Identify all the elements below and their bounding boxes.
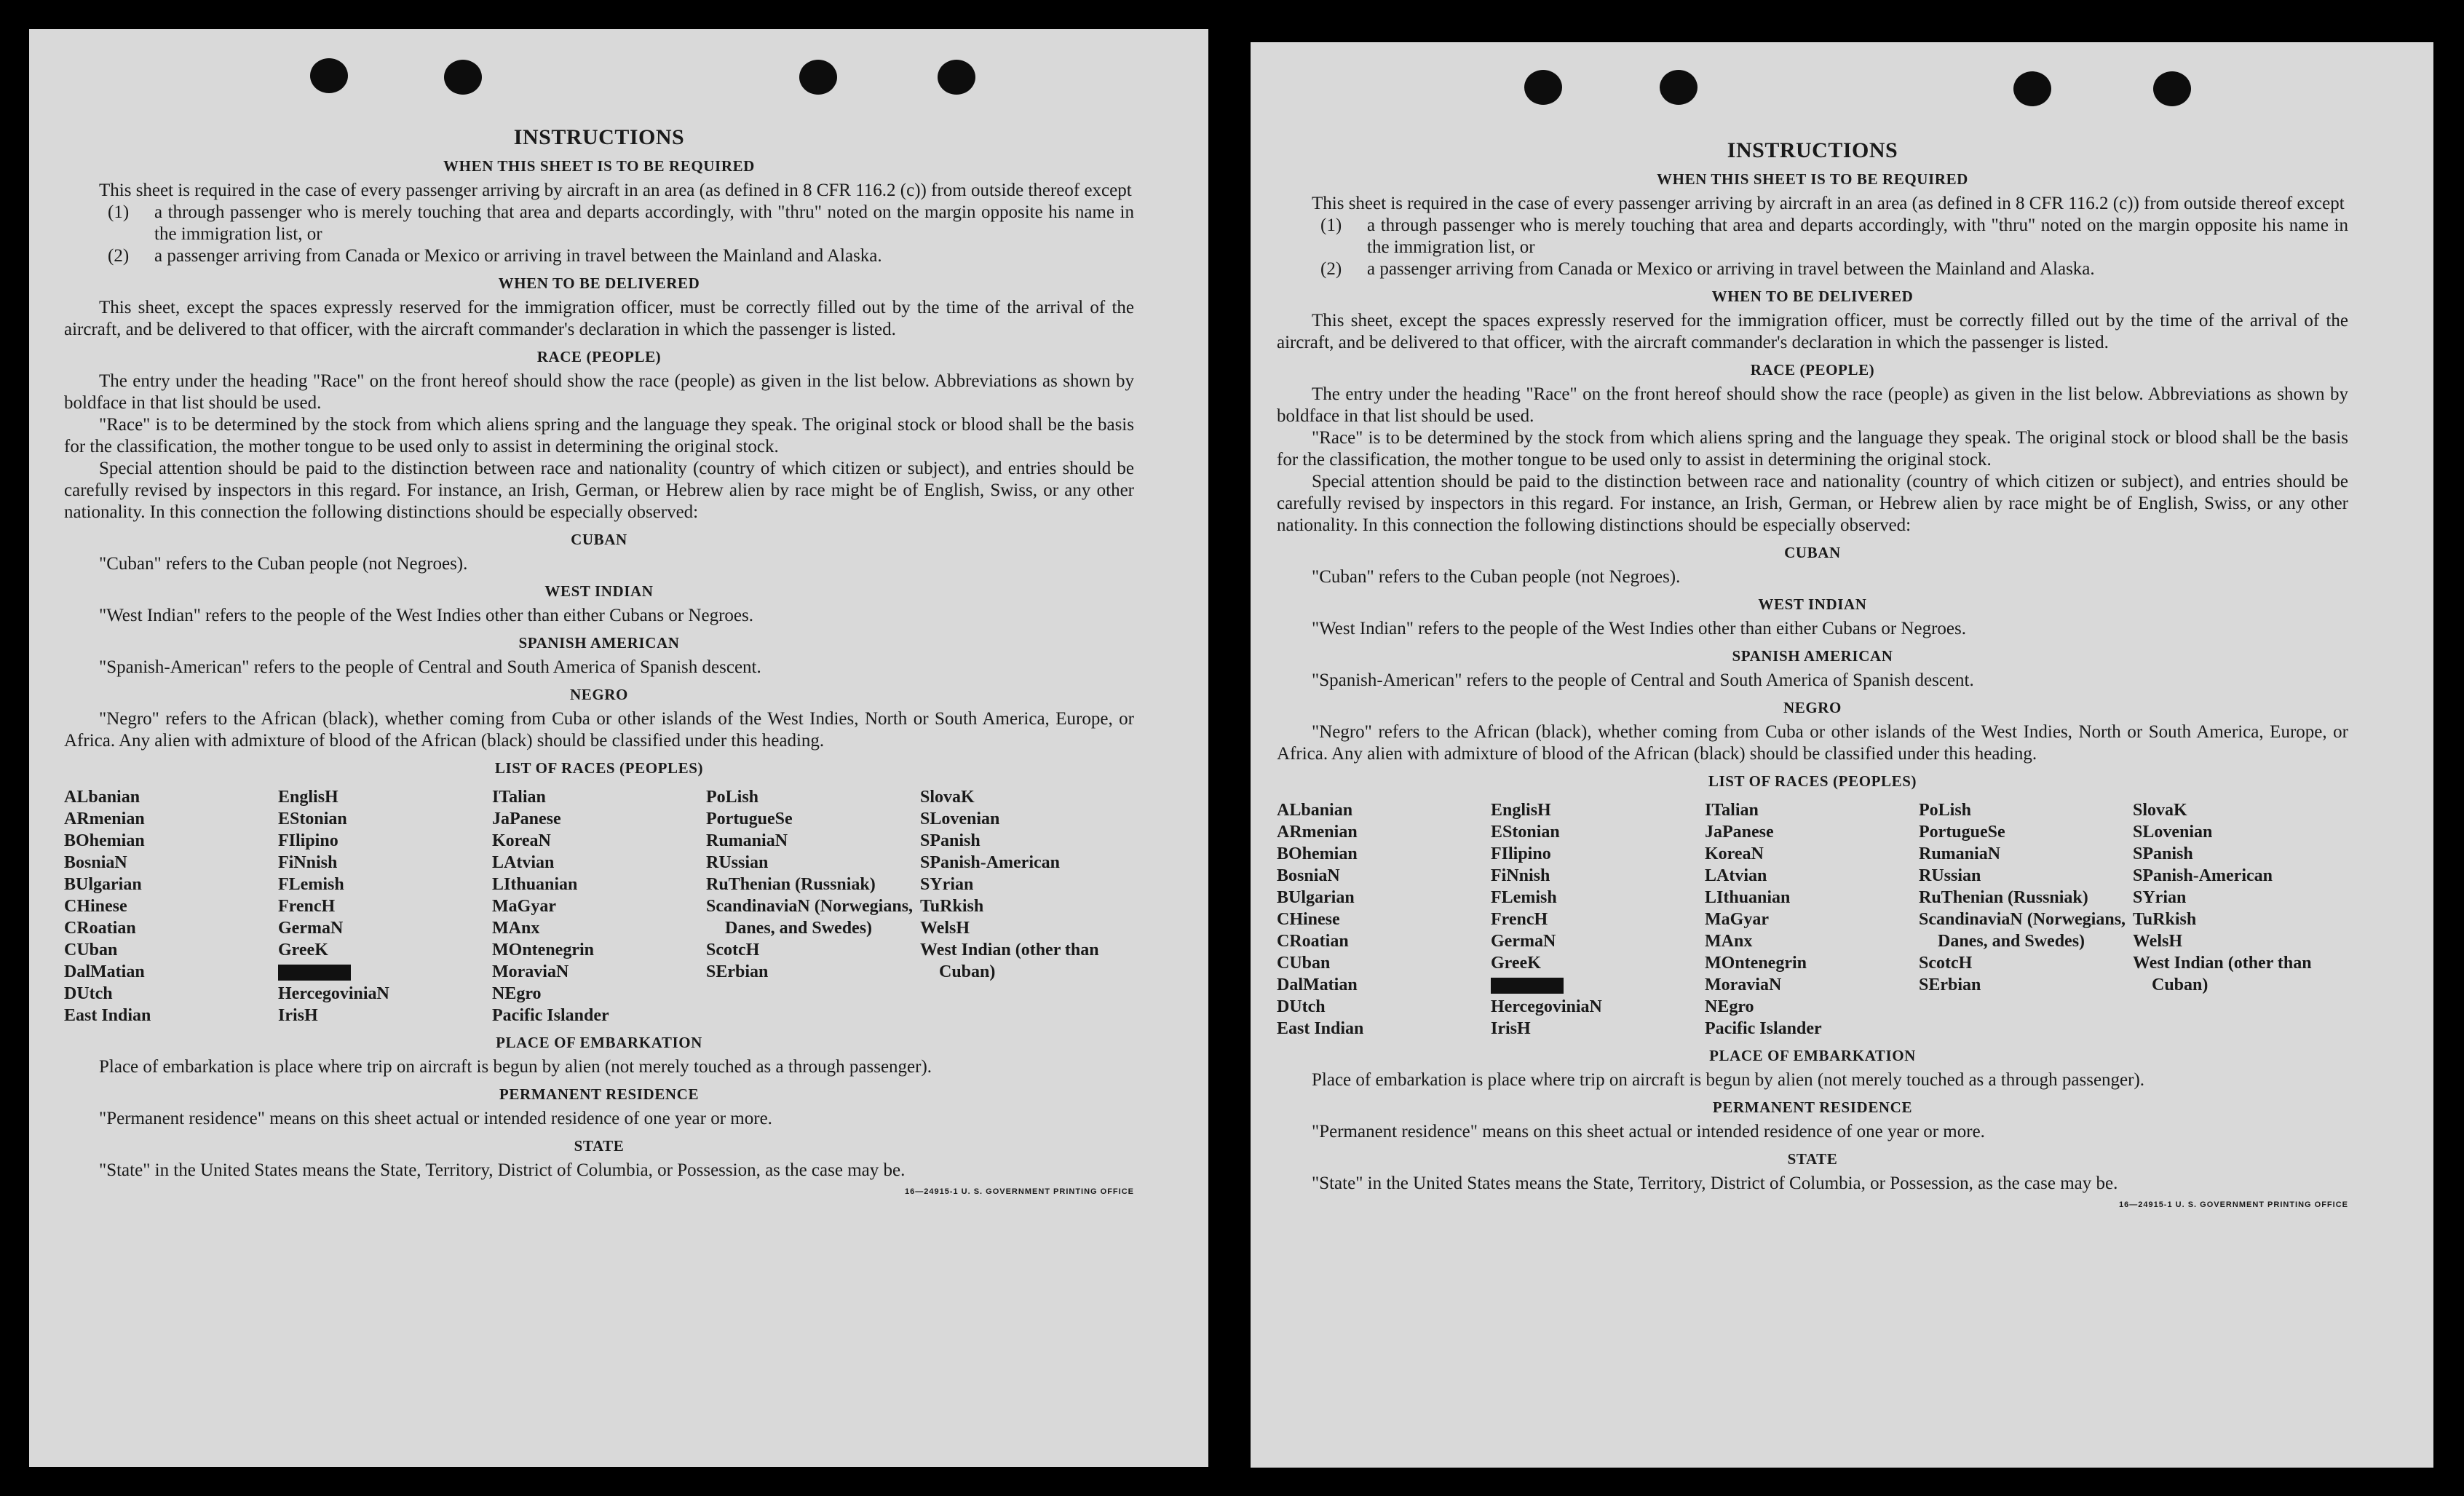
race-item: SYrian	[2133, 888, 2187, 907]
race-item: BOhemian	[1277, 844, 1358, 863]
heading-race: RACE (PEOPLE)	[536, 348, 662, 365]
race-item: LAtvian	[492, 853, 555, 872]
paragraph-race-1: The entry under the heading "Race" on the front hereof should show the race (people) as given in the list below. Abbreviations as shown by boldface in that list should be used.	[64, 371, 1134, 413]
punch-hole	[2013, 71, 2051, 106]
race-item: TuRkish	[920, 897, 984, 916]
print-code: 16—24915-1 U. S. GOVERNMENT PRINTING OFFICE	[904, 1187, 1134, 1196]
race-item: MoraviaN	[492, 962, 569, 981]
paragraph-race-3: Special attention should be paid to the distinction between race and nationality (country of which citizen or subject), and entries should be carefully revised by inspectors in this regard. For instance, an Irish, German, or Hebrew alien by race might be of English, Swiss, or any other nationality. In this connection the following distinctions should be especially observed:	[64, 459, 1134, 522]
race-item: SErbian	[1919, 975, 1981, 994]
races-column-5	[920, 786, 1134, 1026]
race-item: FLemish	[278, 875, 344, 894]
race-item: WelsH	[920, 919, 970, 938]
heading-required: WHEN THIS SHEET IS TO BE REQUIRED	[443, 157, 755, 175]
paragraph-embarkation: Place of embarkation is place where trip on aircraft is begun by alien (not merely touched as a through passenger).	[1312, 1070, 2145, 1090]
race-item: DUtch	[64, 984, 113, 1003]
race-item: MaGyar	[1705, 910, 1769, 929]
race-item: SlovaK	[920, 788, 975, 807]
race-item: KoreaN	[492, 831, 551, 850]
race-item: MAnx	[1705, 932, 1753, 951]
race-item: GermaN	[278, 919, 344, 938]
heading-cuban: CUBAN	[571, 531, 627, 548]
race-item: JaPanese	[1705, 823, 1774, 842]
paragraph-required: This sheet is required in the case of every passenger arriving by aircraft in an area (as defined in 8 CFR 116.2 (c)) from outside thereof except	[99, 181, 1132, 200]
race-item: PoLish	[1919, 801, 1972, 820]
instructions-content	[1277, 138, 2348, 1209]
race-item: ScandinaviaN (Norwegians, Danes, and Swedes)	[706, 897, 914, 938]
race-item: FiNnish	[1491, 866, 1550, 885]
punch-hole	[938, 60, 975, 95]
race-item: EnglisH	[278, 788, 338, 807]
heading-spanish-american: SPANISH AMERICAN	[518, 634, 680, 652]
race-item: ARmenian	[64, 810, 145, 828]
race-item: JaPanese	[492, 810, 561, 828]
race-item: FiNnish	[278, 853, 338, 872]
race-item: GreeK	[1491, 954, 1541, 973]
document-page-right	[1251, 42, 2433, 1468]
race-item: RumaniaN	[706, 831, 788, 850]
race-item: GreeK	[278, 941, 328, 959]
races-column-4	[1919, 799, 2133, 1040]
paragraph-embarkation: Place of embarkation is place where trip on aircraft is begun by alien (not merely touched as a through passenger).	[99, 1057, 932, 1077]
race-item: MAnx	[492, 919, 540, 938]
races-column-2	[278, 786, 492, 1026]
heading-list-of-races: LIST OF RACES (PEOPLES)	[494, 759, 704, 777]
exception-item-2: (2) a passenger arriving from Canada or Mexico or arriving in travel between the Mainland and Alaska.	[1320, 259, 2095, 279]
punch-hole	[1660, 70, 1698, 105]
race-item: LIthuanian	[492, 875, 578, 894]
race-item: RUssian	[1919, 866, 1981, 885]
race-item: ScandinaviaN (Norwegians, Danes, and Swedes)	[1919, 910, 2126, 951]
race-item: BUlgarian	[64, 875, 142, 894]
race-item: East Indian	[64, 1006, 151, 1025]
race-item: BosniaN	[64, 853, 127, 872]
race-item: ITalian	[492, 788, 546, 807]
race-item: MOntenegrin	[492, 941, 594, 959]
heading-embarkation: PLACE OF EMBARKATION	[496, 1034, 702, 1051]
punch-hole	[799, 60, 837, 95]
race-item: EStonian	[278, 810, 347, 828]
punch-hole	[2153, 71, 2191, 106]
heading-permanent-residence: PERMANENT RESIDENCE	[1712, 1099, 1913, 1116]
race-item: RumaniaN	[1919, 844, 2001, 863]
punch-hole	[310, 58, 348, 93]
heading-cuban: CUBAN	[1784, 544, 1841, 561]
races-column-4	[706, 786, 920, 1026]
race-item: ARmenian	[1277, 823, 1358, 842]
race-item: ScotcH	[706, 941, 760, 959]
paragraph-spanish-american: "Spanish-American" refers to the people of Central and South America of Spanish descent.	[1312, 670, 1974, 690]
race-item: TuRkish	[2133, 910, 2197, 929]
race-item: FLemish	[1491, 888, 1557, 907]
races-list	[64, 786, 1134, 1026]
heading-permanent-residence: PERMANENT RESIDENCE	[499, 1085, 700, 1103]
heading-negro: NEGRO	[1783, 699, 1842, 716]
race-item: BOhemian	[64, 831, 145, 850]
race-item: ScotcH	[1919, 954, 1973, 973]
races-column-5	[2133, 799, 2347, 1040]
race-item: CRoatian	[1277, 932, 1349, 951]
race-item: DalMatian	[1277, 975, 1358, 994]
race-item: FIlipino	[1491, 844, 1551, 863]
heading-west-indian: WEST INDIAN	[544, 582, 654, 600]
race-item: LAtvian	[1705, 866, 1767, 885]
paragraph-required: This sheet is required in the case of every passenger arriving by aircraft in an area (as defined in 8 CFR 116.2 (c)) from outside thereof except	[1312, 194, 2345, 213]
race-item: LIthuanian	[1705, 888, 1791, 907]
race-item: IrisH	[1491, 1019, 1531, 1038]
race-item: SLovenian	[920, 810, 1000, 828]
paragraph-state: "State" in the United States means the State, Territory, District of Columbia, or Possession, as the case may be.	[1312, 1174, 2118, 1193]
race-item: RuThenian (Russniak)	[706, 875, 876, 894]
paragraph-race-2: "Race" is to be determined by the stock from which aliens spring and the language they speak. The original stock or blood shall be the basis for the classification, the mother tongue to be used only to assist in determining the original stock.	[64, 415, 1134, 456]
race-item: RuThenian (Russniak)	[1919, 888, 2088, 907]
race-item: ALbanian	[1277, 801, 1353, 820]
heading-required: WHEN THIS SHEET IS TO BE REQUIRED	[1657, 170, 1968, 188]
race-item: NEgro	[1705, 997, 1754, 1016]
race-item: ITalian	[1705, 801, 1759, 820]
race-item: HercegoviniaN	[1491, 997, 1602, 1016]
paragraph-race-1: The entry under the heading "Race" on the front hereof should show the race (people) as given in the list below. Abbreviations as shown by boldface in that list should be used.	[1277, 384, 2348, 426]
race-item: BUlgarian	[1277, 888, 1355, 907]
race-item: GermaN	[1491, 932, 1556, 951]
exception-item-2: (2) a passenger arriving from Canada or Mexico or arriving in travel between the Mainland and Alaska.	[108, 246, 882, 266]
heading-list-of-races: LIST OF RACES (PEOPLES)	[1708, 772, 1917, 790]
page-title: INSTRUCTIONS	[1727, 138, 1898, 162]
document-page-left	[29, 29, 1208, 1467]
race-item: SlovaK	[2133, 801, 2187, 820]
race-item: RUssian	[706, 853, 769, 872]
race-item: NEgro	[492, 984, 542, 1003]
race-item: IrisH	[278, 1006, 318, 1025]
paragraph-state: "State" in the United States means the State, Territory, District of Columbia, or Possession, as the case may be.	[99, 1160, 906, 1180]
race-item: FrencH	[1491, 910, 1548, 929]
race-item: SErbian	[706, 962, 769, 981]
race-item: SYrian	[920, 875, 974, 894]
race-item: PortugueSe	[706, 810, 793, 828]
race-item: KoreaN	[1705, 844, 1764, 863]
races-column-1	[1277, 799, 1491, 1040]
race-item: West Indian (other than Cuban)	[2133, 954, 2312, 994]
paragraph-delivered: This sheet, except the spaces expressly reserved for the immigration officer, must be correctly filled out by the time of the arrival of the aircraft, and be delivered to that officer, with the aircraft commander's declaration in which the passenger is listed.	[1277, 311, 2348, 352]
race-item: PoLish	[706, 788, 759, 807]
heading-spanish-american: SPANISH AMERICAN	[1732, 647, 1893, 665]
exception-item-1: (1) a through passenger who is merely touching that area and departs accordingly, with "thru" noted on the margin opposite his name in the immigration list, or	[108, 202, 1134, 244]
race-item: East Indian	[1277, 1019, 1364, 1038]
exception-item-1: (1) a through passenger who is merely touching that area and departs accordingly, with "thru" noted on the margin opposite his name in the immigration list, or	[1320, 215, 2348, 257]
race-item: PortugueSe	[1919, 823, 2005, 842]
races-column-3	[1705, 799, 1919, 1040]
races-column-3	[492, 786, 706, 1026]
print-code: 16—24915-1 U. S. GOVERNMENT PRINTING OFFICE	[2118, 1200, 2348, 1209]
paragraph-permanent-residence: "Permanent residence" means on this sheet actual or intended residence of one year or more.	[1312, 1122, 1985, 1141]
paragraph-delivered: This sheet, except the spaces expressly reserved for the immigration officer, must be correctly filled out by the time of the arrival of the aircraft, and be delivered to that officer, with the aircraft commander's declaration in which the passenger is listed.	[64, 298, 1134, 339]
paragraph-west-indian: "West Indian" refers to the people of the West Indies other than either Cubans or Negroes.	[1312, 619, 1966, 638]
races-column-2	[1491, 799, 1705, 1040]
race-item: WelsH	[2133, 932, 2183, 951]
race-item: EnglisH	[1491, 801, 1551, 820]
paragraph-cuban: "Cuban" refers to the Cuban people (not Negroes).	[99, 554, 468, 574]
race-item: FrencH	[278, 897, 336, 916]
page-title: INSTRUCTIONS	[513, 125, 685, 149]
heading-negro: NEGRO	[569, 686, 628, 703]
race-item: SPanish	[920, 831, 981, 850]
heading-state: STATE	[574, 1137, 625, 1155]
race-item: SPanish-American	[2133, 866, 2273, 885]
heading-west-indian: WEST INDIAN	[1758, 595, 1867, 613]
race-item: CRoatian	[64, 919, 136, 938]
race-item: CUban	[1277, 954, 1331, 973]
race-item: BosniaN	[1277, 866, 1340, 885]
race-item: DalMatian	[64, 962, 145, 981]
heading-state: STATE	[1787, 1150, 1838, 1168]
heading-delivered: WHEN TO BE DELIVERED	[1711, 288, 1914, 305]
race-item: CUban	[64, 941, 118, 959]
paragraph-cuban: "Cuban" refers to the Cuban people (not Negroes).	[1312, 567, 1681, 587]
heading-embarkation: PLACE OF EMBARKATION	[1709, 1047, 1916, 1064]
heading-delivered: WHEN TO BE DELIVERED	[498, 274, 700, 292]
race-item: EStonian	[1491, 823, 1560, 842]
race-item: DUtch	[1277, 997, 1326, 1016]
race-item: Pacific Islander	[1705, 1019, 1822, 1038]
punch-hole	[1524, 70, 1562, 105]
paragraph-negro: "Negro" refers to the African (black), whether coming from Cuba or other islands of the West Indies, North or South America, Europe, or Africa. Any alien with admixture of blood of the African (black) should be classified under this heading.	[64, 709, 1134, 751]
race-item: ALbanian	[64, 788, 140, 807]
paragraph-permanent-residence: "Permanent residence" means on this sheet actual or intended residence of one year or more.	[99, 1109, 772, 1128]
paragraph-race-3: Special attention should be paid to the distinction between race and nationality (country of which citizen or subject), and entries should be carefully revised by inspectors in this regard. For instance, an Irish, German, or Hebrew alien by race might be of English, Swiss, or any other nationality. In this connection the following distinctions should be especially observed:	[1277, 472, 2348, 535]
redacted-entry	[278, 961, 492, 983]
race-item: SPanish	[2133, 844, 2193, 863]
race-item: FIlipino	[278, 831, 338, 850]
heading-race: RACE (PEOPLE)	[1750, 361, 1875, 379]
redacted-entry	[1491, 974, 1705, 996]
race-item: SPanish-American	[920, 853, 1060, 872]
race-item: MoraviaN	[1705, 975, 1782, 994]
paragraph-race-2: "Race" is to be determined by the stock from which aliens spring and the language they speak. The original stock or blood shall be the basis for the classification, the mother tongue to be used only to assist in determining the original stock.	[1277, 428, 2348, 470]
race-item: CHinese	[1277, 910, 1340, 929]
race-item: MOntenegrin	[1705, 954, 1807, 973]
race-item: West Indian (other than Cuban)	[920, 941, 1099, 981]
race-item: Pacific Islander	[492, 1006, 609, 1025]
races-column-1	[64, 786, 278, 1026]
race-item: CHinese	[64, 897, 127, 916]
redaction-mark	[1491, 978, 1564, 994]
instructions-content	[64, 125, 1134, 1196]
paragraph-spanish-american: "Spanish-American" refers to the people of Central and South America of Spanish descent.	[99, 657, 761, 677]
races-list	[1277, 799, 2348, 1040]
race-item: MaGyar	[492, 897, 556, 916]
race-item: HercegoviniaN	[278, 984, 389, 1003]
punch-hole	[444, 60, 482, 95]
paragraph-negro: "Negro" refers to the African (black), whether coming from Cuba or other islands of the West Indies, North or South America, Europe, or Africa. Any alien with admixture of blood of the African (black) should be classified under this heading.	[1277, 722, 2348, 764]
paragraph-west-indian: "West Indian" refers to the people of the West Indies other than either Cubans or Negroes.	[99, 606, 753, 625]
race-item: SLovenian	[2133, 823, 2213, 842]
redaction-mark	[278, 965, 351, 981]
